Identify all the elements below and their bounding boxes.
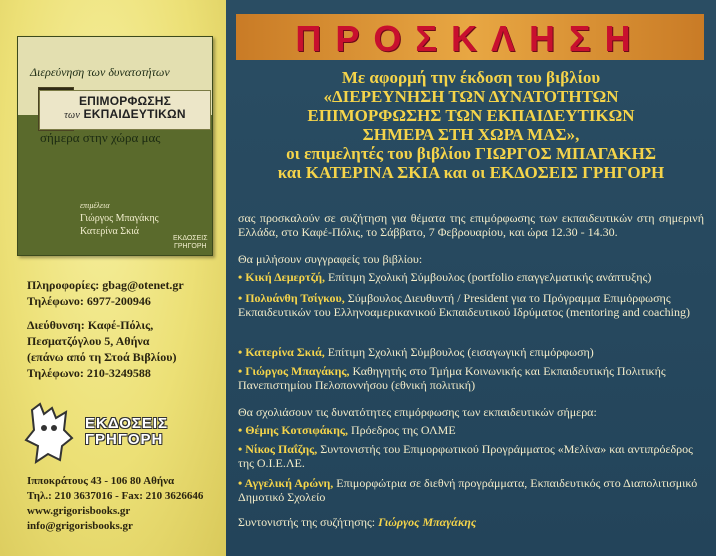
coordinator-label: Συντονιστής της συζήτησης: — [238, 515, 376, 529]
speaker-name: Κατερίνα Σκιά, — [245, 345, 325, 359]
speaker-item: • Κική Δεμερτζή, Επίτιμη Σχολική Σύμβουλος (portfolio επαγγελματικής ανάπτυξης) — [238, 270, 652, 284]
publisher-website[interactable]: www.grigorisbooks.gr — [27, 505, 131, 517]
title-line-4: ΣΗΜΕΡΑ ΣΤΗ ΧΩΡΑ ΜΑΣ», — [362, 125, 580, 144]
book-publisher-line2: ΓΡΗΓΟΡΗ — [173, 243, 207, 250]
owl-icon — [22, 402, 78, 464]
speakers-label: Θα μιλήσουν συγγραφείς του βιβλίου: — [238, 252, 423, 266]
title-line-6: και ΚΑΤΕΡΙΝΑ ΣΚΙΑ και οι ΕΚΔΟΣΕΙΣ ΓΡΗΓΟΡΗ — [277, 163, 665, 182]
speaker-desc: Καθηγητής στο Τμήμα Κοινωνικής και Εκπαιδευτικής Πολιτικής Πανεπιστημίου Πελοποννήσου (εθνική πολιτική) — [238, 364, 666, 392]
invitation-heading: ΠΡΟΣΚΛΗΣΗ — [295, 18, 645, 59]
commentator-item: • Αγγελική Αρώνη, Επιμορφώτρια σε διεθνή προγράμματα, Εκπαιδευτικός στο Διαπολιτισμικό Δημοτικό Σχολείο — [238, 476, 698, 504]
publisher-logo — [22, 402, 202, 464]
book-publisher-line1: ΕΚΔΟΣΕΙΣ — [173, 235, 208, 242]
invitation-text: σας προσκαλούν σε συζήτηση για θέματα της επιμόρφωσης των εκπαιδευτικών στη σημερινή Ελλάδα, στο Καφέ-Πόλις, το Σάββατο, 7 Φεβρουαρίου, και ώρα 12.30 - 14.30. — [238, 211, 704, 239]
speaker-desc: Σύμβουλος Διευθυντή / President για το Πρόγραμμα Επιμόρφωσης Εκπαιδευτικών του Ελληνοαμερικανικού Εκπαιδευτικού Ιδρύματος (mentoring and coaching) — [238, 291, 691, 319]
book-title — [40, 95, 210, 121]
book-editor-2: Κατερίνα Σκιά — [80, 226, 140, 237]
speaker-item: • Κατερίνα Σκιά, Επίτιμη Σχολική Σύμβουλος (εισαγωγική επιμόρφωση) — [238, 345, 594, 359]
commentator-name: Θέμης Κοτσιφάκης, — [245, 423, 348, 437]
address-line-1: Διεύθυνση: Καφέ-Πόλις, — [27, 318, 154, 332]
address-line-3: (επάνω από τη Στοά Βιβλίου) — [27, 350, 177, 364]
address-phone: Τηλέφωνο: 210-3249588 — [27, 366, 151, 380]
title-line-2: «ΔΙΕΡΕΥΝΗΣΗ ΤΩΝ ΔΥΝΑΤΟΤΗΤΩΝ — [323, 87, 619, 106]
commentator-desc: Επιμορφώτρια σε διεθνή προγράμματα, Εκπαιδευτικός στο Διαπολιτισμικό Δημοτικό Σχολείο — [238, 476, 698, 504]
speaker-name: Πολυάνθη Τσίγκου, — [245, 291, 345, 305]
commentator-desc: Πρόεδρος της ΟΛΜΕ — [350, 423, 456, 437]
commentator-desc: Συντονιστής του Επιμορφωτικού Προγράμματος «Μελίνα» και αντιπρόεδρος της Ο.Ι.Ε.ΛΕ. — [238, 442, 693, 470]
info-phone: Τηλέφωνο: 6977-200946 — [27, 294, 151, 308]
speaker-name: Γιώργος Μπαγάκης, — [245, 364, 350, 378]
book-editors — [80, 199, 159, 238]
logo-line2: ΓΡΗΓΟΡΗ — [85, 431, 164, 448]
speaker-desc: Επίτιμη Σχολική Σύμβουλος (portfolio επαγγελματικής ανάπτυξης) — [328, 270, 652, 284]
book-title-line2: των — [64, 110, 80, 121]
commentators-label: Θα σχολιάσουν τις δυνατότητες επιμόρφωσης των εκπαιδευτικών σήμερα: — [238, 405, 597, 419]
speaker-item: • Γιώργος Μπαγάκης, Καθηγητής στο Τμήμα Κοινωνικής και Εκπαιδευτικής Πολιτικής Πανεπιστημίου Πελοποννήσου (εθνική πολιτική) — [238, 364, 666, 392]
title-line-3: ΕΠΙΜΟΡΦΩΣΗΣ ΤΩΝ ΕΚΠΑΙΔΕΥΤΙΚΩΝ — [307, 106, 635, 125]
publisher-phone-fax: Τηλ.: 210 3637016 - Fax: 210 3626646 — [27, 490, 204, 502]
book-publisher — [173, 235, 208, 251]
speaker-name: Κική Δεμερτζή, — [245, 270, 326, 284]
book-subtitle-bottom: σήμερα στην χώρα μας — [40, 130, 161, 145]
logo-line1: ΕΚΔΟΣΕΙΣ — [85, 415, 169, 432]
publisher-email[interactable]: info@grigorisbooks.gr — [27, 520, 133, 532]
book-editor-1: Γιώργος Μπαγάκης — [80, 213, 159, 224]
commentator-item: • Νίκος Παΐζης, Συντονιστής του Επιμορφωτικού Προγράμματος «Μελίνα» και αντιπρόεδρος της Ο.Ι.Ε.ΛΕ. — [238, 442, 693, 470]
publisher-logo-text — [85, 416, 168, 448]
coordinator-name: Γιώργος Μπαγάκης — [378, 515, 477, 529]
book-title-line3: ΕΚΠΑΙΔΕΥΤΙΚΩΝ — [83, 107, 186, 121]
title-line-5: οι επιμελητές του βιβλίου ΓΙΩΡΓΟΣ ΜΠΑΓΑΚΗΣ — [286, 144, 656, 163]
left-panel — [0, 0, 226, 556]
book-title-line1: ΕΠΙΜΟΡΦΩΣΗΣ — [78, 94, 172, 108]
publisher-address: Ιπποκράτους 43 - 106 80 Αθήνα — [27, 475, 175, 487]
title-line-1: Με αφορμή την έκδοση του βιβλίου — [341, 68, 601, 87]
speaker-desc: Επίτιμη Σχολική Σύμβουλος (εισαγωγική επιμόρφωση) — [327, 345, 594, 359]
commentator-name: Νίκος Παΐζης, — [245, 442, 318, 456]
event-title-block — [238, 68, 704, 182]
info-email: Πληροφορίες: gbag@otenet.gr — [27, 278, 184, 292]
speaker-item: • Πολυάνθη Τσίγκου, Σύμβουλος Διευθυντή / President για το Πρόγραμμα Επιμόρφωσης Εκπαιδευτικών του Ελληνοαμερικανικού Εκπαιδευτικού Ιδρύματος (mentoring and coaching) — [238, 291, 691, 319]
coordinator-line — [238, 515, 476, 530]
book-subtitle-top: Διερεύνηση των δυνατοτήτων — [30, 65, 170, 79]
book-cover — [17, 36, 213, 256]
heading-band — [236, 14, 704, 60]
address-line-2: Πεσματζόγλου 5, Αθήνα — [27, 334, 150, 348]
commentator-item: • Θέμης Κοτσιφάκης, Πρόεδρος της ΟΛΜΕ — [238, 423, 456, 437]
book-editors-label: επιμέλεια — [80, 201, 110, 210]
book-title-box — [39, 90, 211, 130]
commentator-name: Αγγελική Αρώνη, — [244, 476, 334, 490]
